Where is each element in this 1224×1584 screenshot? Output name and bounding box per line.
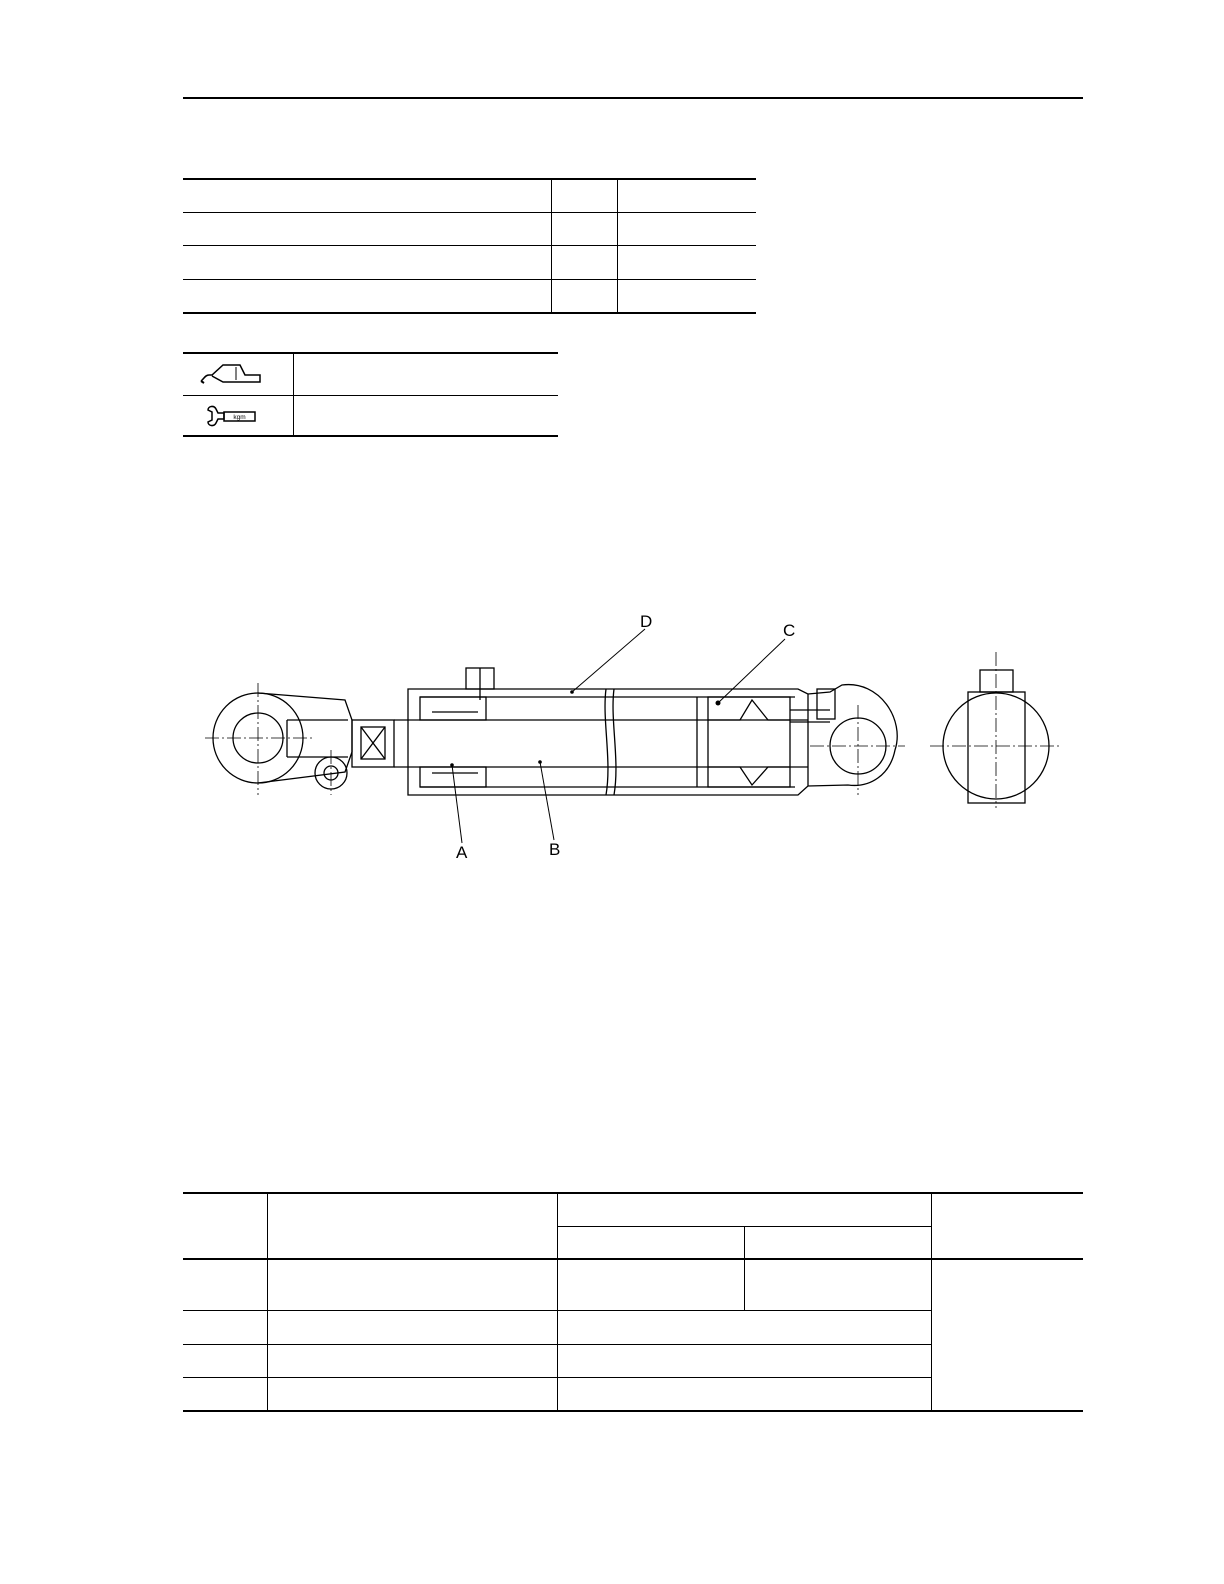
wrench-unit-label: kgm [233, 414, 246, 421]
table-divider [557, 1193, 558, 1411]
end-view-block [968, 692, 1025, 803]
table-rule [183, 178, 756, 180]
table-rule [183, 395, 558, 396]
grease-icon [198, 362, 264, 386]
label-b: B [549, 840, 561, 859]
table-rule [183, 435, 558, 437]
cylinder-drawing [195, 605, 1065, 870]
label-d: D [640, 612, 653, 631]
leader-d [572, 629, 645, 692]
table-rule [183, 212, 756, 213]
table-rule [183, 312, 756, 314]
table-rule [183, 279, 756, 280]
leader-c [718, 639, 785, 703]
torque-wrench-icon [205, 404, 257, 428]
table-divider [293, 353, 294, 436]
label-a: A [456, 843, 468, 862]
table-divider [267, 1193, 268, 1411]
table-rule [183, 352, 558, 354]
table-rule [183, 1410, 1083, 1412]
table-rule [183, 245, 756, 246]
table-divider [931, 1193, 932, 1411]
table-divider [744, 1227, 745, 1311]
gland-top [420, 697, 486, 720]
header-rule [183, 97, 1083, 99]
piston [708, 697, 790, 787]
table-rule [183, 1192, 1083, 1194]
leader-b [540, 762, 554, 840]
table-divider [551, 179, 552, 313]
label-c: C [783, 621, 796, 640]
table-rule [183, 1258, 1083, 1260]
table-divider [617, 179, 618, 313]
leader-a [452, 765, 462, 843]
